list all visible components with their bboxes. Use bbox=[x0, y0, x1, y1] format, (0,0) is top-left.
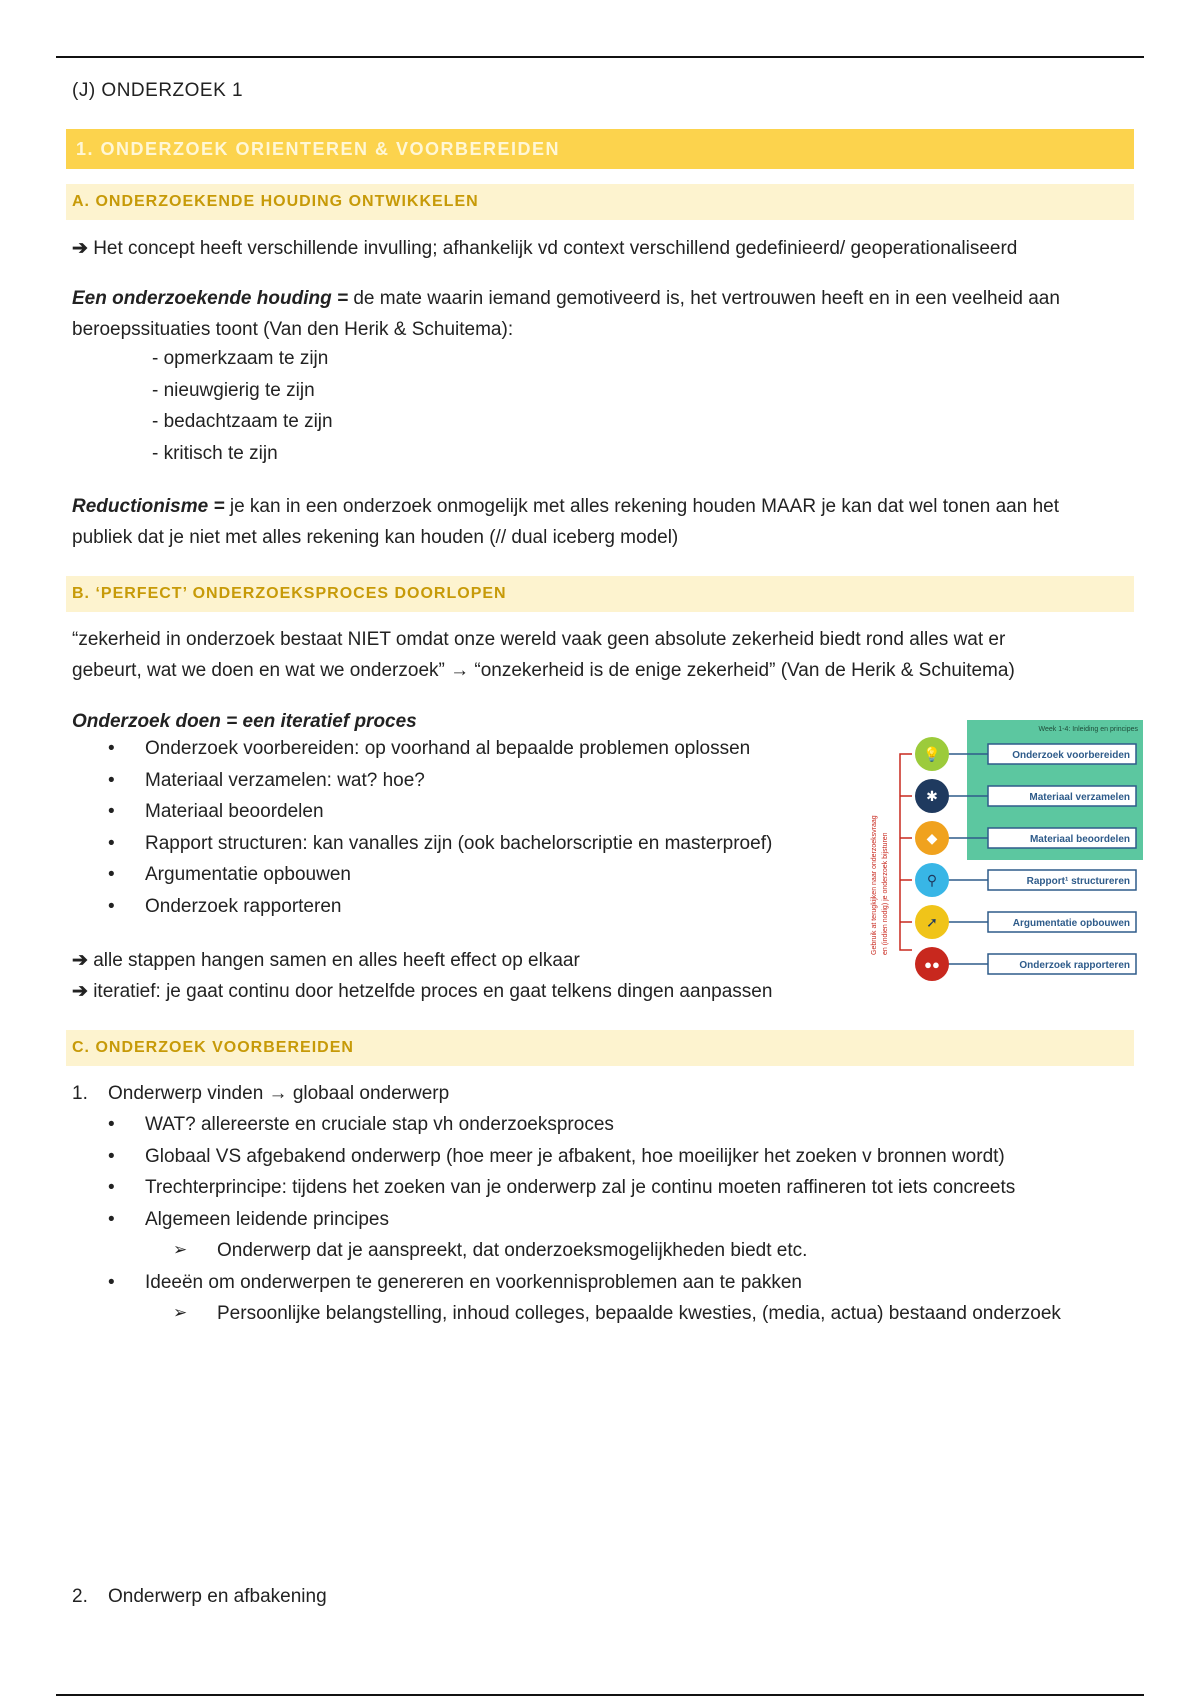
side-label-1: Gebruik at terugkijken naar onderzoeksvraag bbox=[871, 815, 878, 955]
subsection-b-band bbox=[66, 576, 1134, 612]
arrow-right-icon: ➔ bbox=[72, 950, 88, 971]
trait-item: - kritisch te zijn bbox=[152, 443, 278, 464]
process-step: Onderzoek rapporteren bbox=[145, 896, 342, 917]
numbered-item: Onderwerp en afbakening bbox=[108, 1586, 327, 1607]
list-number: 2. bbox=[72, 1586, 88, 1607]
item1-text-b: globaal onderwerp bbox=[292, 1083, 450, 1104]
diagram-step-label: Rapport¹ structureren bbox=[1026, 876, 1130, 887]
process-heading-text: Onderzoek doen = een iteratief proces bbox=[72, 711, 417, 732]
numbered-item bbox=[108, 1083, 449, 1105]
quote-line-2b: “onzekerheid is de enige zekerheid” (Van de Herik & Schuitema) bbox=[474, 660, 1015, 681]
topic-bullet: WAT? allereerste en cruciale stap vh onderzoeksproces bbox=[145, 1114, 614, 1135]
concept-intro-text: Het concept heeft verschillende invulling; afhankelijk vd context verschillend gedefinieerd/ geoperationaliseerd bbox=[93, 238, 1018, 259]
diagram-step bbox=[915, 863, 1136, 897]
quote-line-2a: gebeurt, wat we doen en wat we onderzoek” bbox=[72, 660, 445, 681]
section-heading: 1. ONDERZOEK ORIENTEREN & VOORBEREIDEN bbox=[76, 139, 561, 159]
process-step: Onderzoek voorbereiden: op voorhand al bepaalde problemen oplossen bbox=[145, 738, 751, 759]
list-number: 1. bbox=[72, 1083, 88, 1104]
bullet-icon: • bbox=[108, 1114, 115, 1135]
svg-text:●●: ●● bbox=[924, 957, 940, 972]
diagram-side-labels bbox=[871, 815, 889, 955]
topic-bullet: Trechterprincipe: tijdens het zoeken van je onderwerp zal je continu moeten raffineren tot iets concreets bbox=[145, 1177, 1016, 1198]
process-step: Argumentatie opbouwen bbox=[145, 864, 351, 885]
topic-bullet: Ideeën om onderwerpen te genereren en voorkennisproblemen aan te pakken bbox=[145, 1272, 803, 1293]
quote-line-1: “zekerheid in onderzoek bestaat NIET omdat onze wereld vaak geen absolute zekerheid biedt rond alles wat er bbox=[72, 629, 1006, 650]
bullet-icon: • bbox=[108, 770, 115, 791]
subsection-a-title: A. ONDERZOEKENDE HOUDING ONTWIKKELEN bbox=[72, 193, 479, 210]
concept-intro bbox=[72, 233, 1132, 264]
diagram-step-label: Onderzoek rapporteren bbox=[1019, 960, 1130, 971]
sub-bullet: Onderwerp dat je aanspreekt, dat onderzoeksmogelijkheden biedt etc. bbox=[217, 1240, 808, 1261]
subsection-c-title: C. ONDERZOEK VOORBEREIDEN bbox=[72, 1039, 354, 1056]
bullet-icon: • bbox=[108, 896, 115, 917]
svg-text:✱: ✱ bbox=[926, 788, 938, 804]
subsection-c-band bbox=[66, 1030, 1134, 1066]
reductionism-text-line-2: publiek dat je niet met alles rekening kan houden (// dual iceberg model) bbox=[72, 527, 679, 548]
diagram-step-label: Materiaal beoordelen bbox=[1029, 834, 1130, 845]
arrowhead-bullet-icon: ➢ bbox=[173, 1240, 188, 1259]
diagram-step-label: Argumentatie opbouwen bbox=[1012, 918, 1130, 929]
reductionism-paragraph bbox=[72, 491, 1132, 553]
definition-term: Een onderzoekende houding = bbox=[72, 288, 349, 309]
certainty-quote bbox=[72, 624, 1132, 686]
diagram-header: Week 1-4: Inleiding en principes bbox=[1038, 726, 1138, 733]
process-step: Rapport structuren: kan vanalles zijn (ook bachelorscriptie en masterproef) bbox=[145, 833, 773, 854]
subsection-b-title: B. ‘PERFECT’ ONDERZOEKSPROCES DOORLOPEN bbox=[72, 585, 507, 602]
bullet-icon: • bbox=[108, 1177, 115, 1198]
arrow-right-icon: ➔ bbox=[72, 238, 88, 259]
conclusion-1-text: alle stappen hangen samen en alles heeft effect op elkaar bbox=[93, 950, 580, 971]
bullet-icon: • bbox=[108, 1272, 115, 1293]
bottom-rule bbox=[56, 1694, 1144, 1696]
arrow-right-icon: ➔ bbox=[72, 981, 88, 1002]
diagram-step bbox=[915, 947, 1136, 981]
bullet-icon: • bbox=[108, 833, 115, 854]
reductionism-term: Reductionisme = bbox=[72, 496, 225, 517]
bullet-icon: • bbox=[108, 801, 115, 822]
svg-text:◆: ◆ bbox=[926, 830, 938, 846]
conclusion-2-text: iteratief: je gaat continu door hetzelfde proces en gaat telkens dingen aanpassen bbox=[93, 981, 773, 1002]
diagram-step-label: Onderzoek voorbereiden bbox=[1012, 750, 1130, 761]
document-title: (J) ONDERZOEK 1 bbox=[72, 80, 244, 101]
trait-item: - opmerkzaam te zijn bbox=[152, 348, 329, 369]
feedback-bracket bbox=[900, 754, 912, 950]
definition-paragraph bbox=[72, 283, 1132, 345]
bullet-icon: • bbox=[108, 1209, 115, 1230]
sub-bullet: Persoonlijke belangstelling, inhoud colleges, bepaalde kwesties, (media, actua) bestaand onderzoek bbox=[217, 1303, 1061, 1324]
reductionism-text-line-1: je kan in een onderzoek onmogelijk met alles rekening houden MAAR je kan dat wel tonen aan het bbox=[229, 496, 1059, 517]
arrow-right-icon: → bbox=[450, 660, 470, 681]
svg-text:➚: ➚ bbox=[926, 914, 938, 930]
svg-text:💡: 💡 bbox=[923, 746, 941, 762]
bullet-icon: • bbox=[108, 1146, 115, 1167]
diagram-step-label: Materiaal verzamelen bbox=[1029, 792, 1130, 803]
top-rule bbox=[56, 56, 1144, 58]
trait-item: - nieuwgierig te zijn bbox=[152, 380, 315, 401]
trait-item: - bedachtzaam te zijn bbox=[152, 411, 333, 432]
arrowhead-bullet-icon: ➢ bbox=[173, 1303, 188, 1322]
item1-text-a: Onderwerp vinden bbox=[108, 1083, 264, 1104]
bullet-icon: • bbox=[108, 864, 115, 885]
subsection-a-band bbox=[66, 184, 1134, 220]
arrow-right-icon: → bbox=[268, 1083, 288, 1104]
section-heading-band bbox=[66, 129, 1134, 169]
svg-text:⚲: ⚲ bbox=[926, 872, 938, 888]
definition-text-line-1: de mate waarin iemand gemotiveerd is, het vertrouwen heeft en in een veelheid aan bbox=[353, 288, 1060, 309]
side-label-2: en (indien nodig) je onderzoek bijsturen bbox=[882, 832, 889, 955]
topic-bullet: Globaal VS afgebakend onderwerp (hoe meer je afbakent, hoe moeilijker het zoeken v bronnen wordt) bbox=[145, 1146, 1005, 1167]
bullet-icon: • bbox=[108, 738, 115, 759]
diagram-step bbox=[915, 905, 1136, 939]
topic-bullet: Algemeen leidende principes bbox=[145, 1209, 389, 1230]
research-process-diagram bbox=[868, 720, 1144, 982]
definition-text-line-2: beroepssituaties toont (Van den Herik & Schuitema): bbox=[72, 319, 514, 340]
process-step: Materiaal beoordelen bbox=[145, 801, 324, 822]
process-step: Materiaal verzamelen: wat? hoe? bbox=[145, 770, 425, 791]
